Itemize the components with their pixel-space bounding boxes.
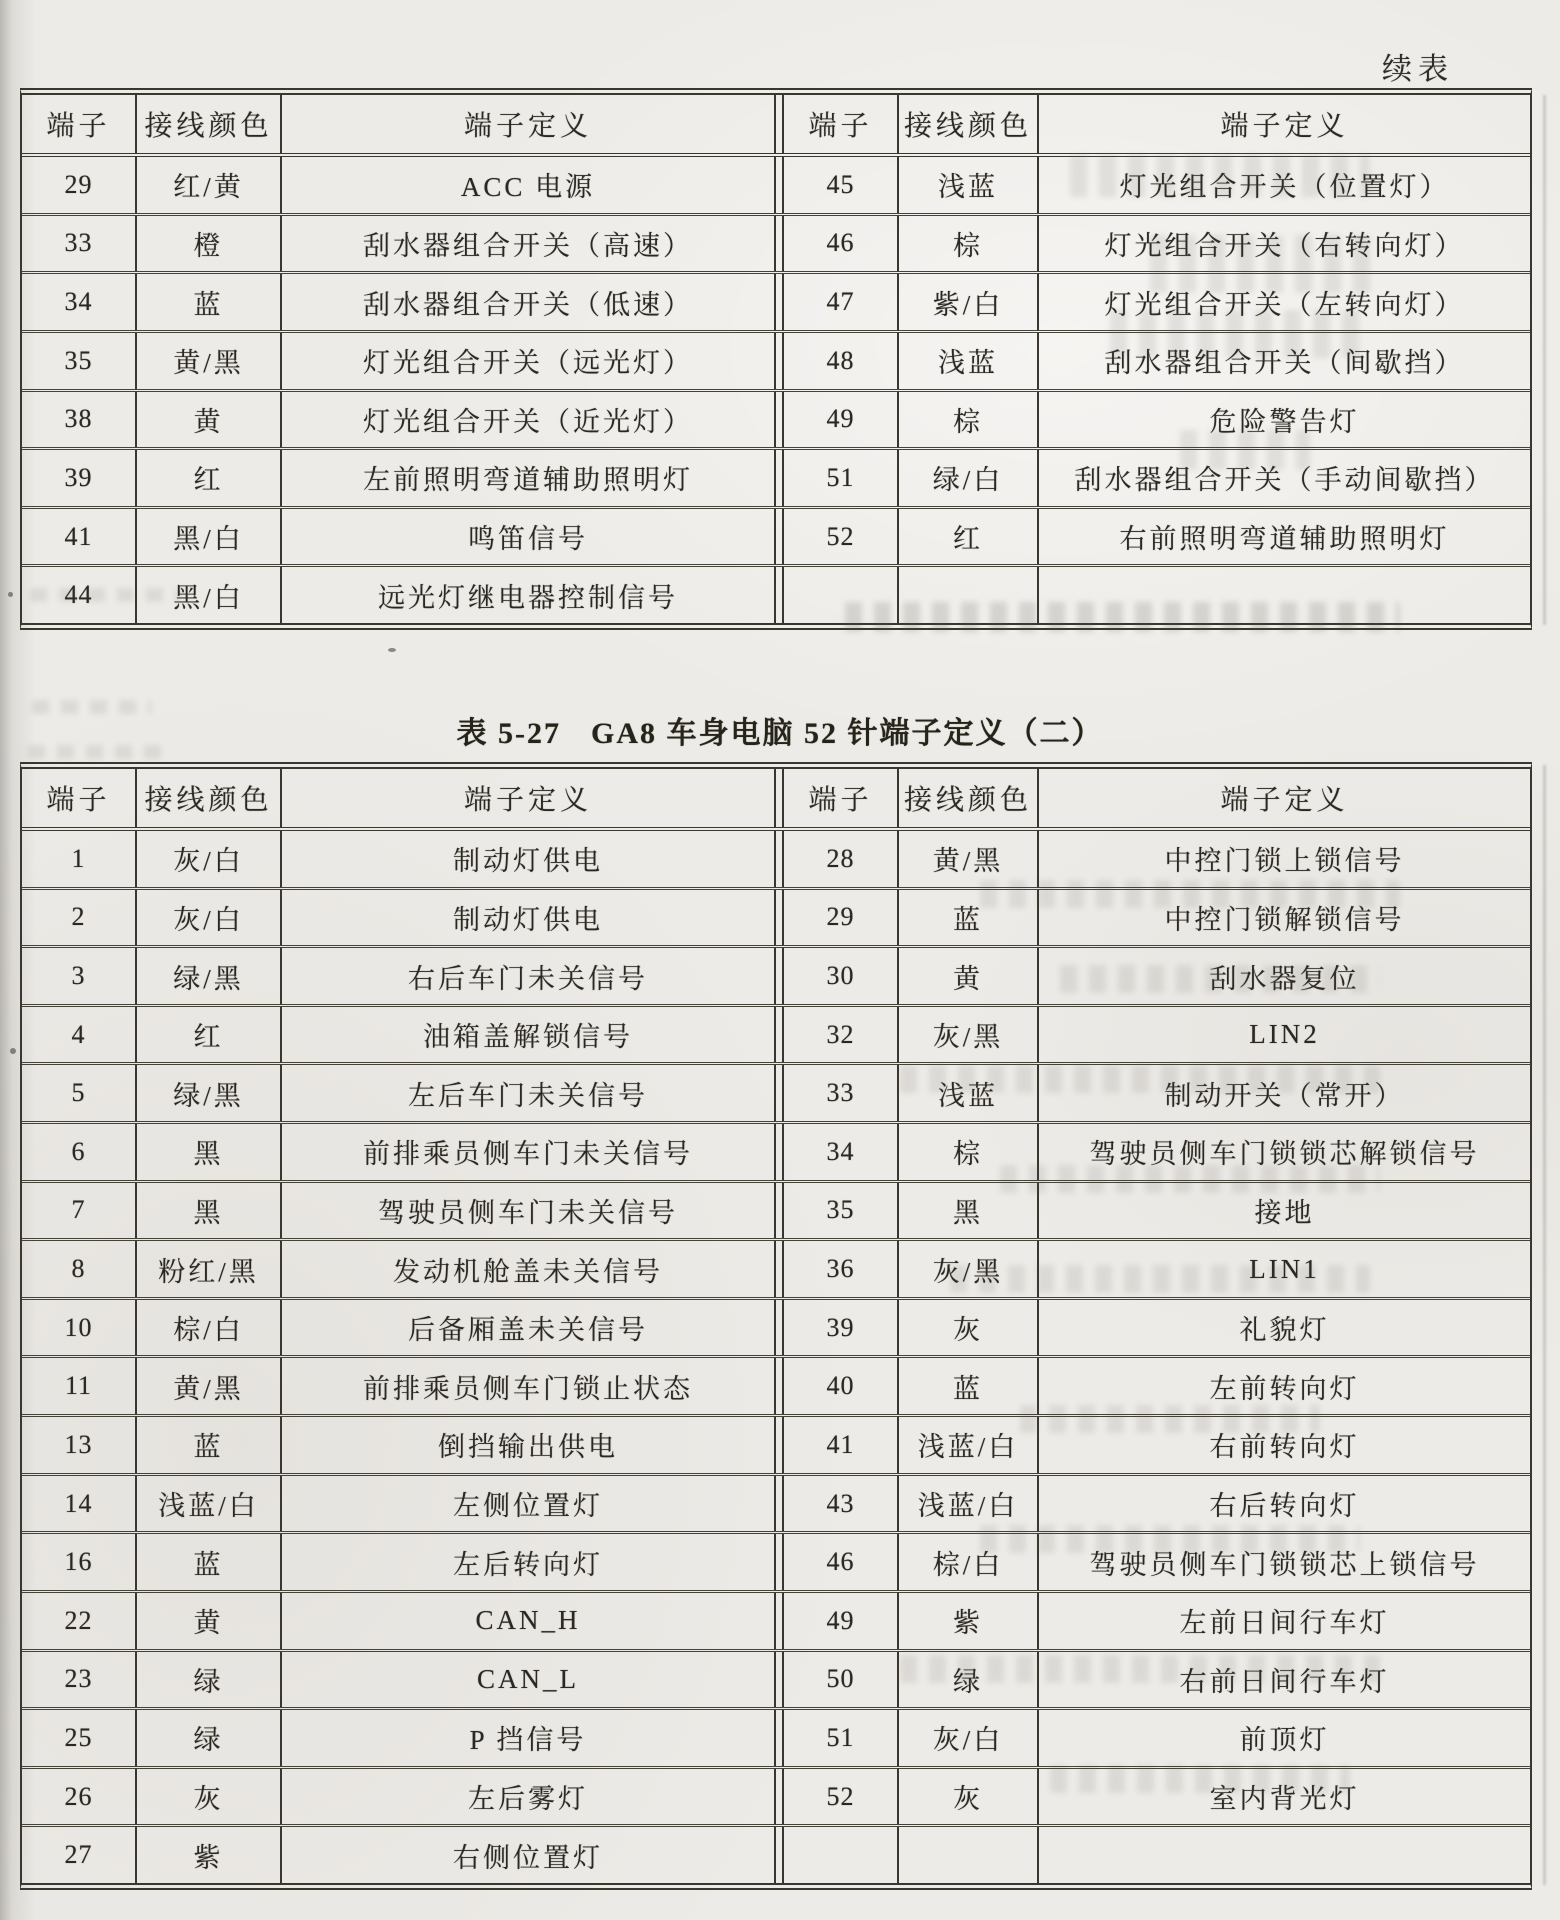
header-cell: 端子定义 <box>463 111 592 142</box>
column-divider <box>774 392 784 448</box>
column-divider <box>774 1124 784 1180</box>
definition-cell: 制动灯供电 <box>453 846 603 877</box>
terminal-cell: 6 <box>22 1124 137 1180</box>
terminal-cell: 27 <box>22 1827 137 1883</box>
header-cell: 端子 <box>784 769 899 827</box>
wire-color-cell: 浅蓝 <box>899 1065 1039 1121</box>
terminal-cell: 10 <box>22 1300 137 1356</box>
definition-cell: 左前转向灯 <box>1209 1373 1360 1404</box>
column-divider <box>774 1769 784 1825</box>
wire-color-cell <box>899 567 1039 623</box>
column-divider <box>774 509 784 565</box>
wire-color-cell: 黑/白 <box>137 567 282 623</box>
continued-table-label: 续表 <box>1382 53 1454 86</box>
terminal-cell: 22 <box>22 1593 137 1649</box>
definition-cell: 前排乘员侧车门未关信号 <box>363 1139 693 1170</box>
definition-cell: 右后转向灯 <box>1209 1491 1360 1521</box>
wire-color-cell: 黄 <box>137 392 282 448</box>
terminal-cell: 25 <box>22 1710 137 1766</box>
page-edge-line-artifact <box>1543 95 1546 625</box>
definition-cell: ACC 电源 <box>460 172 596 203</box>
wire-color-cell: 黄 <box>899 948 1039 1004</box>
definition-cell: 灯光组合开关（位置灯） <box>1119 172 1450 203</box>
terminal-cell <box>784 567 899 623</box>
definition-cell: 右后车门未关信号 <box>408 963 648 994</box>
definition-cell: 倒挡输出供电 <box>438 1432 618 1463</box>
wire-color-cell: 浅蓝 <box>899 157 1039 213</box>
table-row <box>22 1476 1530 1535</box>
wire-color-cell: 紫 <box>899 1593 1039 1649</box>
header-cell: 接线颜色 <box>137 769 282 827</box>
scan-speck <box>388 648 396 652</box>
terminal-cell: 47 <box>784 274 899 330</box>
terminal-cell: 41 <box>22 509 137 565</box>
definition-cell: 室内背光灯 <box>1209 1784 1360 1815</box>
wire-color-cell: 黄/黑 <box>137 1358 282 1414</box>
terminal-cell: 28 <box>784 831 899 887</box>
terminal-cell: 49 <box>784 392 899 448</box>
definition-cell: 左侧位置灯 <box>453 1491 603 1521</box>
terminal-cell: 32 <box>784 1007 899 1063</box>
column-divider <box>774 216 784 272</box>
header-cell: 端子 <box>784 95 899 153</box>
scan-speck <box>8 592 13 597</box>
wire-color-cell: 红 <box>137 450 282 506</box>
column-divider <box>774 567 784 623</box>
definition-cell: 左后车门未关信号 <box>408 1080 648 1111</box>
header-cell: 端子定义 <box>1220 111 1349 142</box>
wire-color-cell: 绿/黑 <box>137 948 282 1004</box>
terminal-cell: 33 <box>784 1065 899 1121</box>
terminal-cell: 29 <box>22 157 137 213</box>
column-divider <box>774 948 784 1004</box>
definition-cell: 后备厢盖未关信号 <box>408 1315 648 1346</box>
table-row <box>22 890 1530 949</box>
definition-cell: 刮水器复位 <box>1209 963 1360 994</box>
table-row <box>22 1417 1530 1476</box>
terminal-cell: 11 <box>22 1358 137 1414</box>
terminal-cell: 51 <box>784 1710 899 1766</box>
column-divider <box>774 1358 784 1414</box>
table-row <box>22 509 1530 568</box>
header-cell: 端子 <box>22 769 137 827</box>
wire-color-cell: 绿 <box>899 1652 1039 1708</box>
terminal-cell: 4 <box>22 1007 137 1063</box>
table-row <box>22 1827 1530 1883</box>
terminal-cell: 52 <box>784 1769 899 1825</box>
table-body <box>22 831 1530 1883</box>
terminal-cell: 36 <box>784 1241 899 1297</box>
column-divider <box>774 890 784 946</box>
terminal-cell: 46 <box>784 1534 899 1590</box>
definition-cell: 前顶灯 <box>1239 1725 1330 1756</box>
table-row <box>22 216 1530 275</box>
terminal-cell: 34 <box>22 274 137 330</box>
definition-cell: 左后转向灯 <box>453 1549 603 1580</box>
column-divider <box>774 1065 784 1121</box>
column-divider <box>774 1007 784 1063</box>
definition-cell: LIN2 <box>1249 1019 1320 1050</box>
terminal-cell: 44 <box>22 567 137 623</box>
header-cell: 接线颜色 <box>137 95 282 153</box>
terminal-cell: 48 <box>784 333 899 389</box>
terminal-cell: 1 <box>22 831 137 887</box>
wire-color-cell: 绿 <box>137 1710 282 1766</box>
definition-cell: 刮水器组合开关（间歇挡） <box>1104 348 1465 379</box>
column-divider <box>774 1534 784 1590</box>
table-header-row <box>22 95 1530 157</box>
table-row <box>22 333 1530 392</box>
definition-cell: 左前照明弯道辅助照明灯 <box>363 465 693 496</box>
wire-color-cell: 红/黄 <box>137 157 282 213</box>
definition-cell: 右前照明弯道辅助照明灯 <box>1119 524 1450 555</box>
definition-cell: 驾驶员侧车门未关信号 <box>378 1197 678 1228</box>
wire-color-cell: 黑 <box>899 1183 1039 1239</box>
terminal-cell: 26 <box>22 1769 137 1825</box>
definition-cell: 驾驶员侧车门锁锁芯上锁信号 <box>1089 1549 1480 1580</box>
wire-color-cell: 蓝 <box>899 1358 1039 1414</box>
scan-speck <box>10 1048 16 1054</box>
terminal-cell: 50 <box>784 1652 899 1708</box>
definition-cell: 左后雾灯 <box>468 1784 588 1815</box>
terminal-cell: 39 <box>784 1300 899 1356</box>
page-edge-line-artifact <box>1543 765 1546 1885</box>
terminal-cell: 49 <box>784 1593 899 1649</box>
wire-color-cell: 灰 <box>899 1769 1039 1825</box>
column-divider <box>774 831 784 887</box>
header-cell: 端子定义 <box>463 785 592 816</box>
definition-cell: 右前日间行车灯 <box>1179 1666 1390 1697</box>
table-row <box>22 392 1530 451</box>
table-row <box>22 567 1530 623</box>
table-row <box>22 1593 1530 1652</box>
wire-color-cell: 浅蓝/白 <box>137 1476 282 1532</box>
definition-cell: 左前日间行车灯 <box>1179 1608 1390 1639</box>
column-divider <box>774 1183 784 1239</box>
table-row <box>22 1769 1530 1828</box>
terminal-cell: 43 <box>784 1476 899 1532</box>
terminal-cell: 5 <box>22 1065 137 1121</box>
wire-color-cell: 蓝 <box>137 274 282 330</box>
definition-cell: 刮水器组合开关（手动间歇挡） <box>1074 465 1495 496</box>
column-divider <box>774 274 784 330</box>
wire-color-cell: 绿/黑 <box>137 1065 282 1121</box>
definition-cell: 危险警告灯 <box>1209 406 1360 437</box>
terminal-cell: 2 <box>22 890 137 946</box>
wire-color-cell: 棕/白 <box>899 1534 1039 1590</box>
wire-color-cell: 粉红/黑 <box>137 1241 282 1297</box>
wire-color-cell: 灰/黑 <box>899 1007 1039 1063</box>
header-cell: 接线颜色 <box>899 95 1039 153</box>
terminal-cell: 13 <box>22 1417 137 1473</box>
terminal-cell: 3 <box>22 948 137 1004</box>
table-row <box>22 157 1530 216</box>
terminal-cell: 23 <box>22 1652 137 1708</box>
table-row <box>22 1300 1530 1359</box>
column-divider <box>774 769 784 827</box>
column-divider <box>774 1476 784 1532</box>
definition-cell: P 挡信号 <box>469 1725 587 1756</box>
table-row <box>22 1124 1530 1183</box>
wire-color-cell: 浅蓝 <box>899 333 1039 389</box>
header-cell: 端子定义 <box>1220 785 1349 816</box>
column-divider <box>774 1300 784 1356</box>
wire-color-cell: 蓝 <box>899 890 1039 946</box>
wire-color-cell: 红 <box>137 1007 282 1063</box>
terminal-cell: 52 <box>784 509 899 565</box>
definition-cell: 中控门锁上锁信号 <box>1164 846 1405 877</box>
definition-cell: 驾驶员侧车门锁锁芯解锁信号 <box>1089 1139 1480 1170</box>
wire-color-cell <box>899 1827 1039 1883</box>
table-row <box>22 948 1530 1007</box>
terminal-cell: 46 <box>784 216 899 272</box>
table-row <box>22 1710 1530 1769</box>
table-caption <box>0 708 1560 752</box>
wire-color-cell: 浅蓝/白 <box>899 1476 1039 1532</box>
table-row <box>22 1652 1530 1711</box>
definition-cell: 远光灯继电器控制信号 <box>378 582 678 613</box>
table-row <box>22 1241 1530 1300</box>
column-divider <box>774 1710 784 1766</box>
terminal-table-continued <box>20 88 1532 630</box>
wire-color-cell: 黄 <box>137 1593 282 1649</box>
column-divider <box>774 333 784 389</box>
definition-cell: CAN_L <box>477 1663 579 1694</box>
definition-cell: 灯光组合开关（远光灯） <box>363 348 693 379</box>
definition-cell: 灯光组合开关（左转向灯） <box>1104 289 1465 320</box>
column-divider <box>774 1827 784 1883</box>
wire-color-cell: 黑 <box>137 1124 282 1180</box>
terminal-cell: 33 <box>22 216 137 272</box>
table-body <box>22 157 1530 623</box>
column-divider <box>774 157 784 213</box>
definition-cell: 右前转向灯 <box>1209 1432 1360 1463</box>
definition-cell: LIN1 <box>1249 1253 1320 1284</box>
definition-cell: 鸣笛信号 <box>468 524 588 555</box>
definition-cell: CAN_H <box>475 1605 581 1636</box>
terminal-cell: 35 <box>784 1183 899 1239</box>
definition-cell: 右侧位置灯 <box>453 1842 603 1873</box>
table-row <box>22 1534 1530 1593</box>
wire-color-cell: 红 <box>899 509 1039 565</box>
table-row <box>22 1065 1530 1124</box>
terminal-cell: 29 <box>784 890 899 946</box>
column-divider <box>774 1241 784 1297</box>
column-divider <box>774 450 784 506</box>
terminal-cell: 51 <box>784 450 899 506</box>
column-divider <box>774 1652 784 1708</box>
definition-cell: 礼貌灯 <box>1239 1315 1330 1346</box>
wire-color-cell: 棕/白 <box>137 1300 282 1356</box>
column-divider <box>774 1593 784 1649</box>
terminal-cell: 45 <box>784 157 899 213</box>
wire-color-cell: 灰 <box>137 1769 282 1825</box>
wire-color-cell: 灰/白 <box>137 890 282 946</box>
table-row <box>22 831 1530 890</box>
terminal-cell: 40 <box>784 1358 899 1414</box>
table-row <box>22 450 1530 509</box>
terminal-cell: 30 <box>784 948 899 1004</box>
header-cell: 接线颜色 <box>899 769 1039 827</box>
wire-color-cell: 黑 <box>137 1183 282 1239</box>
table-caption-number: 表 5-27 <box>456 717 561 750</box>
definition-cell: 接地 <box>1254 1197 1315 1228</box>
terminal-cell: 35 <box>22 333 137 389</box>
terminal-cell: 39 <box>22 450 137 506</box>
column-divider <box>774 1417 784 1473</box>
table-row <box>22 1358 1530 1417</box>
wire-color-cell: 棕 <box>899 392 1039 448</box>
wire-color-cell: 棕 <box>899 1124 1039 1180</box>
definition-cell: 中控门锁解锁信号 <box>1164 904 1405 935</box>
wire-color-cell: 黄/黑 <box>137 333 282 389</box>
definition-cell: 前排乘员侧车门锁止状态 <box>363 1373 693 1404</box>
definition-cell: 发动机舱盖未关信号 <box>393 1256 663 1287</box>
wire-color-cell: 灰/白 <box>899 1710 1039 1766</box>
wire-color-cell: 灰/白 <box>137 831 282 887</box>
definition-cell: 刮水器组合开关（低速） <box>363 289 693 320</box>
wire-color-cell: 黑/白 <box>137 509 282 565</box>
wire-color-cell: 紫/白 <box>899 274 1039 330</box>
terminal-cell: 7 <box>22 1183 137 1239</box>
terminal-table-5-27 <box>20 762 1532 1890</box>
terminal-cell: 41 <box>784 1417 899 1473</box>
wire-color-cell: 棕 <box>899 216 1039 272</box>
column-divider <box>774 95 784 153</box>
definition-cell: 油箱盖解锁信号 <box>423 1022 633 1053</box>
terminal-cell: 14 <box>22 1476 137 1532</box>
wire-color-cell: 绿 <box>137 1652 282 1708</box>
terminal-cell: 34 <box>784 1124 899 1180</box>
table-row <box>22 1183 1530 1242</box>
table-caption-text: GA8 车身电脑 52 针端子定义（二） <box>591 717 1104 750</box>
table-row <box>22 1007 1530 1066</box>
wire-color-cell: 紫 <box>137 1827 282 1883</box>
wire-color-cell: 蓝 <box>137 1417 282 1473</box>
definition-cell <box>1039 567 1530 623</box>
wire-color-cell: 灰/黑 <box>899 1241 1039 1297</box>
definition-cell <box>1039 1827 1530 1883</box>
terminal-cell: 16 <box>22 1534 137 1590</box>
terminal-cell: 8 <box>22 1241 137 1297</box>
definition-cell: 制动灯供电 <box>453 904 603 935</box>
definition-cell: 刮水器组合开关（高速） <box>363 230 693 261</box>
wire-color-cell: 灰 <box>899 1300 1039 1356</box>
definition-cell: 灯光组合开关（右转向灯） <box>1104 230 1465 261</box>
header-cell: 端子 <box>22 95 137 153</box>
wire-color-cell: 橙 <box>137 216 282 272</box>
wire-color-cell: 绿/白 <box>899 450 1039 506</box>
wire-color-cell: 黄/黑 <box>899 831 1039 887</box>
table-row <box>22 274 1530 333</box>
definition-cell: 制动开关（常开） <box>1164 1080 1405 1111</box>
terminal-cell <box>784 1827 899 1883</box>
table-header-row <box>22 769 1530 831</box>
wire-color-cell: 浅蓝/白 <box>899 1417 1039 1473</box>
wire-color-cell: 蓝 <box>137 1534 282 1590</box>
terminal-cell: 38 <box>22 392 137 448</box>
definition-cell: 灯光组合开关（近光灯） <box>363 406 693 437</box>
